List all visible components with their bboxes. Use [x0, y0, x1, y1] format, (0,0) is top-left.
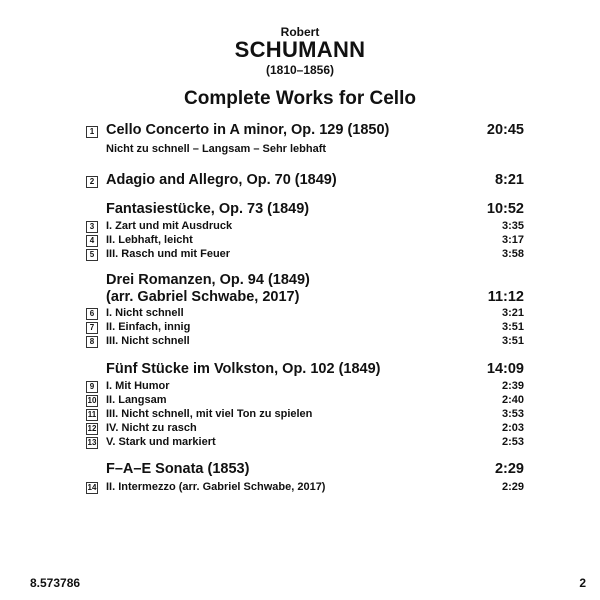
work-duration: 11:12 — [487, 289, 524, 305]
work-title: Fantasiestücke, Op. 73 (1849) — [106, 201, 310, 217]
work-title: Adagio and Allegro, Op. 70 (1849) — [106, 172, 337, 188]
track-number: 7 — [86, 322, 98, 334]
track-number: 14 — [87, 483, 97, 492]
work-title: Drei Romanzen, Op. 94 (1849) — [106, 272, 310, 288]
composer-dates: (1810–1856) — [265, 63, 335, 77]
work-duration: 14:09 — [486, 361, 524, 377]
movement-duration: 3:51 — [501, 335, 524, 347]
work-title: Fünf Stücke im Volkston, Op. 102 (1849) — [106, 361, 381, 377]
track-number: 9 — [86, 381, 98, 393]
work-duration: 20:45 — [486, 122, 524, 138]
movement-duration: 2:53 — [501, 436, 524, 448]
movement-title: I. Mit Humor — [106, 380, 170, 392]
composer-first-name: Robert — [280, 25, 320, 39]
track-number: 10 — [87, 396, 97, 405]
movement-duration: 3:58 — [501, 248, 524, 260]
album-title: Complete Works for Cello — [184, 88, 416, 109]
movement-title: II. Lebhaft, leicht — [106, 234, 193, 246]
movement-duration: 2:29 — [501, 481, 524, 493]
movement-title: III. Rasch und mit Feuer — [106, 248, 231, 260]
work-subtitle: Nicht zu schnell – Langsam – Sehr lebhaft — [106, 143, 327, 155]
work-title: F–A–E Sonata (1853) — [106, 461, 250, 477]
work-title: Cello Concerto in A minor, Op. 129 (1850) — [106, 122, 390, 138]
track-number: 3 — [86, 221, 98, 233]
track-number: 6 — [86, 308, 98, 320]
movement-duration: 3:21 — [501, 307, 524, 319]
movement-duration: 2:39 — [501, 380, 524, 392]
movement-title: II. Langsam — [106, 394, 167, 406]
track-number: 1 — [86, 126, 98, 138]
track-number: 12 — [87, 424, 97, 433]
work-duration: 8:21 — [494, 172, 524, 188]
movement-duration: 3:35 — [501, 220, 524, 232]
movement-title: V. Stark und markiert — [106, 436, 216, 448]
track-number: 8 — [86, 336, 98, 348]
movement-title: IV. Nicht zu rasch — [106, 422, 197, 434]
movement-duration: 3:51 — [501, 321, 524, 333]
track-number: 4 — [86, 235, 98, 247]
work-duration: 10:52 — [486, 201, 524, 217]
track-number: 11 — [87, 410, 97, 419]
movement-duration: 2:40 — [501, 394, 524, 406]
movement-duration: 3:17 — [501, 234, 524, 246]
track-number: 13 — [87, 438, 97, 447]
movement-duration: 3:53 — [501, 408, 524, 420]
page-number: 2 — [579, 576, 586, 590]
composer-last-name: SCHUMANN — [234, 37, 366, 62]
catalog-number: 8.573786 — [30, 576, 81, 590]
movement-title: II. Intermezzo (arr. Gabriel Schwabe, 2017) — [106, 481, 326, 493]
movement-title: III. Nicht schnell — [106, 335, 190, 347]
track-number: 2 — [86, 176, 98, 188]
movement-title: I. Zart und mit Ausdruck — [106, 220, 233, 232]
work-title-arrangement: (arr. Gabriel Schwabe, 2017) — [106, 289, 300, 305]
work-duration: 2:29 — [494, 461, 524, 477]
movement-title: II. Einfach, innig — [106, 321, 191, 333]
movement-title: I. Nicht schnell — [106, 307, 184, 319]
track-number: 5 — [86, 249, 98, 261]
movement-duration: 2:03 — [501, 422, 524, 434]
movement-title: III. Nicht schnell, mit viel Ton zu spielen — [106, 408, 313, 420]
